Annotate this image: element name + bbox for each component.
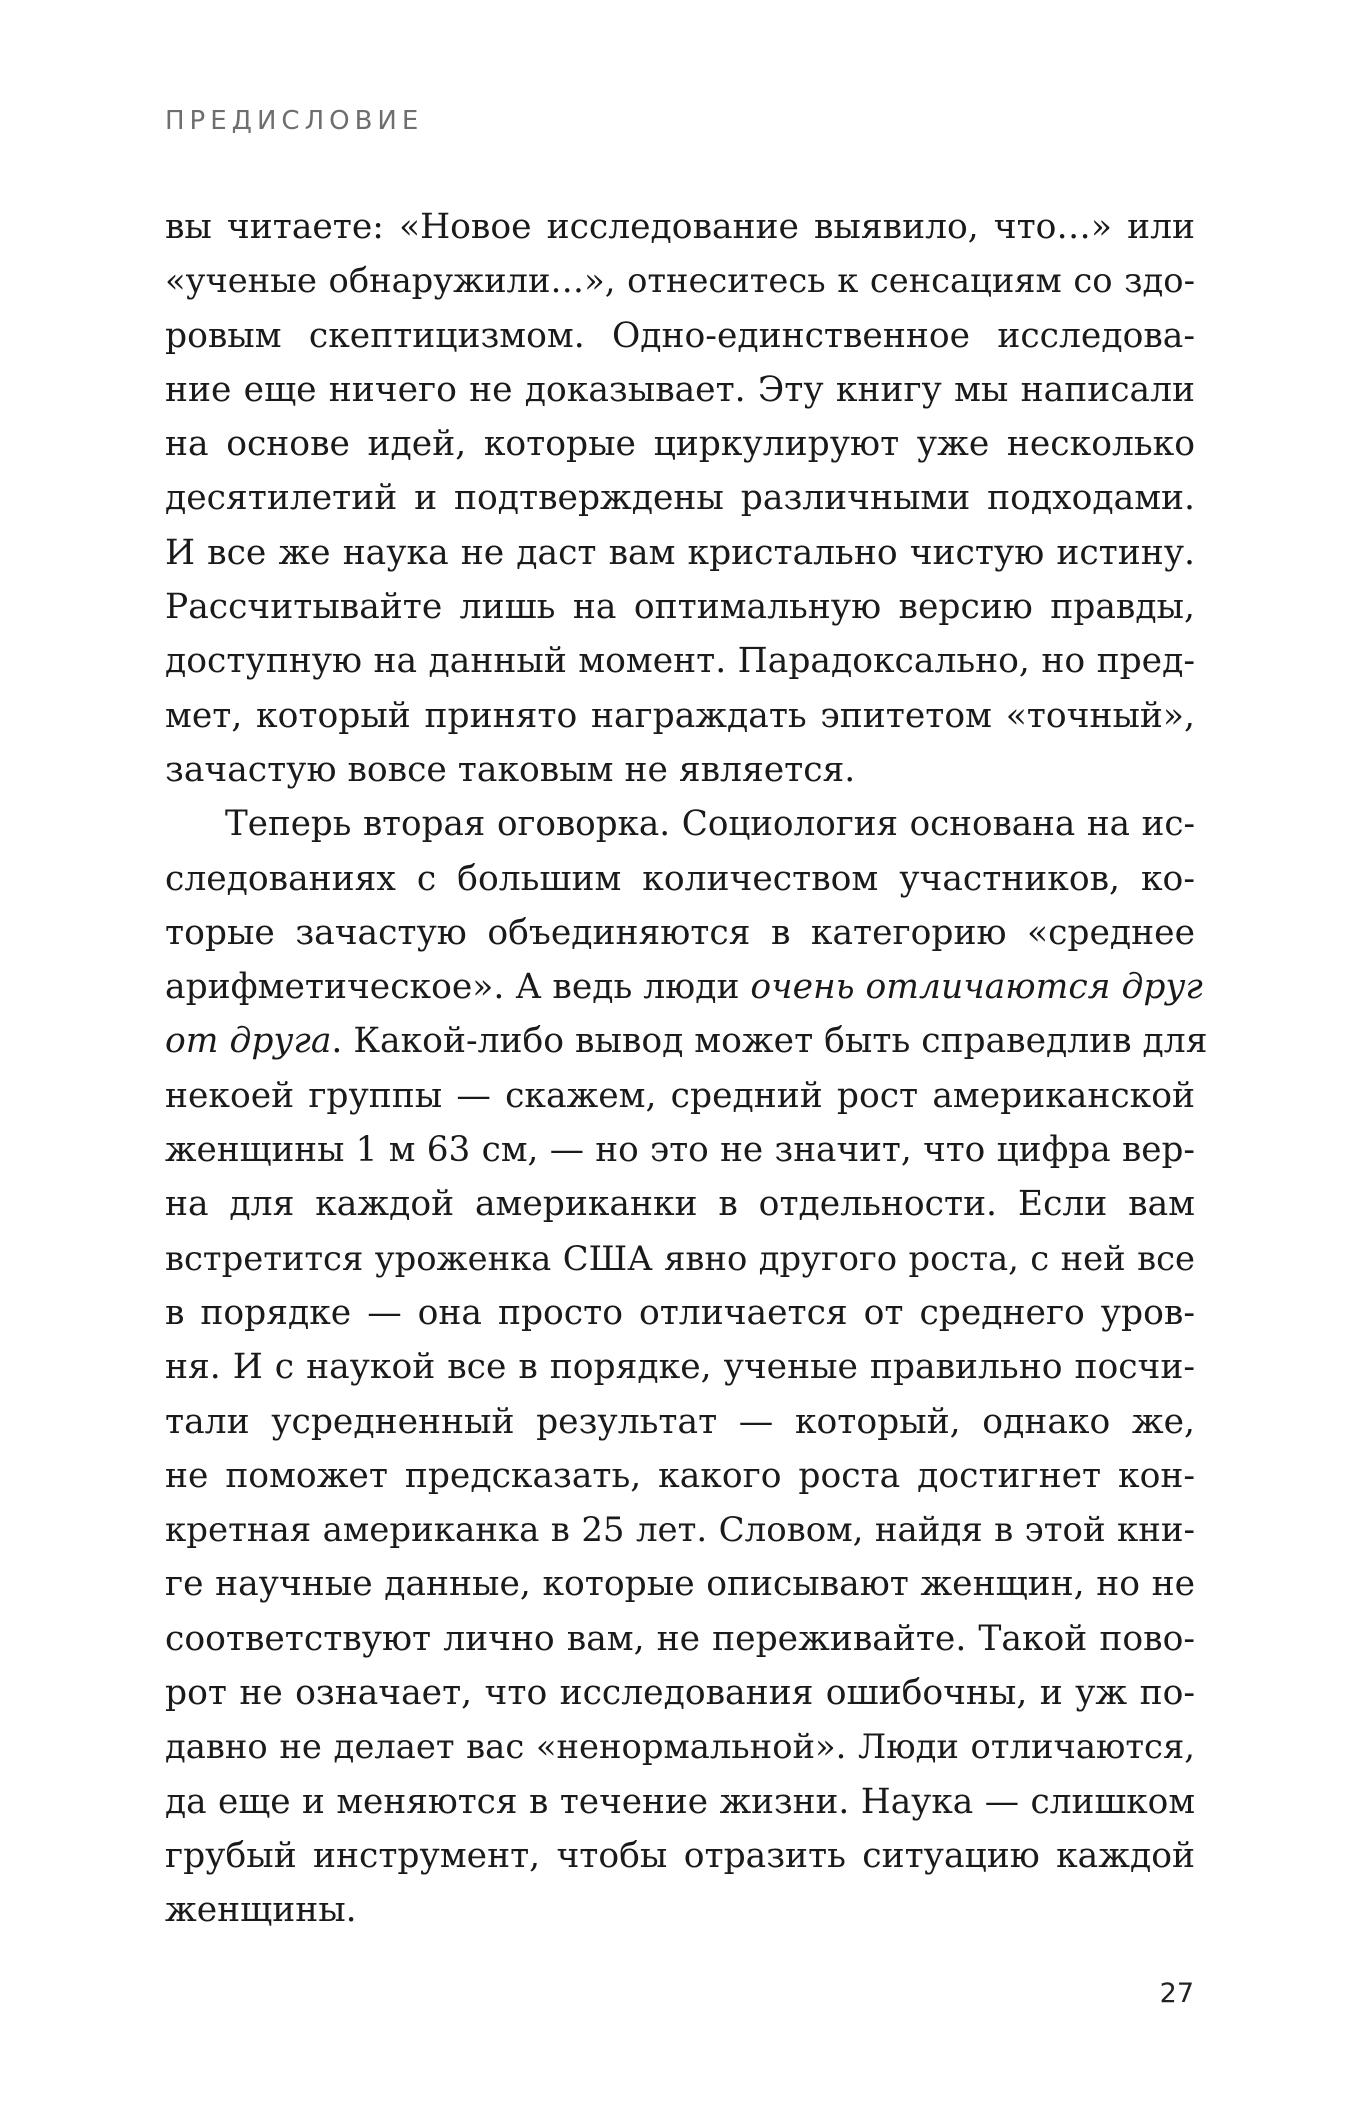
text-line: кретная американка в 25 лет. Словом, найдя в этой кни- bbox=[165, 1510, 1195, 1551]
text-line: тали усредненный результат — который, однако же, bbox=[165, 1401, 1195, 1442]
text-line: да еще и меняются в течение жизни. Наука — слишком bbox=[165, 1781, 1195, 1822]
text-line: женщины 1 м 63 см, — но это не значит, что цифра вер- bbox=[165, 1130, 1195, 1171]
body-text bbox=[165, 200, 1208, 1938]
italic-emphasis: очень отличаются друг bbox=[750, 967, 1203, 1008]
text-line: мет, который принято награждать эпитетом «точный», bbox=[165, 695, 1195, 736]
paragraph-2 bbox=[165, 797, 1208, 1937]
text-line: не поможет предсказать, какого роста достигнет кон- bbox=[165, 1455, 1195, 1496]
text-line: «ученые обнаружили…», отнеситесь к сенсациям со здо- bbox=[165, 261, 1195, 301]
text-line: Теперь вторая оговорка. Социология основана на ис- bbox=[225, 804, 1195, 845]
text-line: доступную на данный момент. Парадоксально, но пред- bbox=[165, 641, 1195, 682]
text-line: некоей группы — скажем, средний рост американской bbox=[165, 1075, 1195, 1116]
text-line bbox=[165, 1014, 1208, 1068]
text-line: ге научные данные, которые описывают женщин, но не bbox=[165, 1564, 1195, 1605]
text-line: грубый инструмент, чтобы отразить ситуацию каждой bbox=[165, 1835, 1195, 1876]
paragraph-1 bbox=[165, 200, 1195, 797]
text-line: ровым скептицизмом. Одно-единственное исследова- bbox=[165, 315, 1195, 356]
text-line: следованиях с большим количеством участников, ко- bbox=[165, 858, 1195, 899]
text-line: Рассчитывайте лишь на оптимальную версию правды, bbox=[165, 587, 1195, 628]
text-line: встретится уроженка США явно другого роста, с ней все bbox=[165, 1238, 1195, 1278]
text-line: соответствуют лично вам, не переживайте. Такой пово- bbox=[165, 1618, 1195, 1659]
text-line: в порядке — она просто отличается от среднего уров- bbox=[165, 1292, 1195, 1333]
text-run: . Какой-либо вывод может быть справедлив для bbox=[331, 1021, 1208, 1062]
text-line: ня. И с наукой все в порядке, ученые правильно посчи- bbox=[165, 1347, 1195, 1388]
italic-emphasis: от друга bbox=[165, 1021, 332, 1062]
page-number: 27 bbox=[1159, 1978, 1194, 2009]
text-line: вы читаете: «Новое исследование выявило, что…» или bbox=[165, 207, 1195, 247]
text-line: зачастую вовсе таковым не является. bbox=[165, 749, 856, 790]
text-run: арифметическое». А ведь люди bbox=[165, 967, 751, 1008]
text-line: десятилетий и подтверждены различными подходами. bbox=[165, 478, 1195, 519]
text-line: рот не означает, что исследования ошибочны, и уж по- bbox=[165, 1673, 1195, 1714]
text-line: женщины. bbox=[165, 1890, 357, 1931]
text-line bbox=[165, 960, 1203, 1014]
text-line: на основе идей, которые циркулируют уже несколько bbox=[165, 424, 1195, 465]
text-line: торые зачастую объединяются в категорию «среднее bbox=[165, 912, 1195, 953]
text-line: ние еще ничего не доказывает. Эту книгу мы написали bbox=[165, 369, 1195, 410]
text-line: на для каждой американки в отдельности. Если вам bbox=[165, 1184, 1195, 1225]
text-line: И все же наука не даст вам кристально чистую истину. bbox=[165, 532, 1195, 573]
running-head: ПРЕДИСЛОВИЕ bbox=[165, 106, 424, 136]
text-line: давно не делает вас «ненормальной». Люди отличаются, bbox=[165, 1727, 1195, 1767]
